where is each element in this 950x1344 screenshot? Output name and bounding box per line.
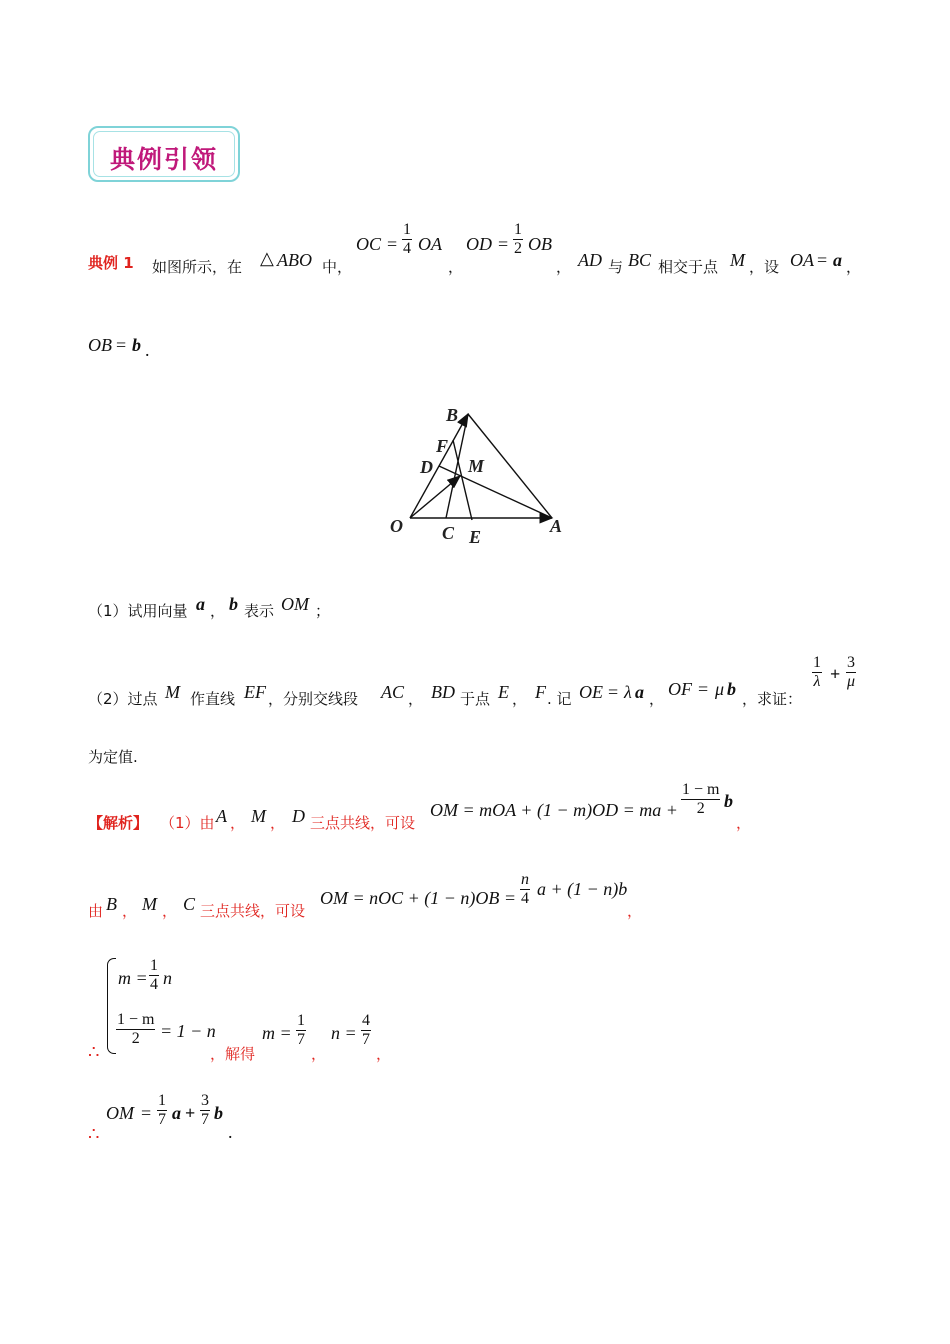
sol-l1-expr: OM = mOA + (1 − m)OD = ma +: [430, 800, 678, 820]
vec-od: OD: [466, 234, 492, 254]
q2-text2: ，分别交线段: [268, 690, 359, 708]
final-frac-3-7: [200, 1093, 210, 1128]
frac-num: 1: [514, 221, 522, 238]
plus-sign: +: [185, 1103, 196, 1123]
text-intersect: 相交于点: [658, 258, 719, 276]
comma: ，: [210, 602, 226, 620]
sol-point-d: D: [292, 806, 305, 826]
seg-ad: AD: [578, 250, 602, 270]
segment-da: [439, 466, 552, 518]
q2-point-e: E: [498, 682, 509, 702]
frac-den: 7: [201, 1111, 209, 1128]
q1-end: ；: [315, 602, 331, 620]
frac-num: 1: [403, 221, 411, 238]
q2-prefix: （2）过点: [88, 690, 158, 708]
solution-tag: 【解析】: [88, 814, 149, 832]
frac-den: λ: [813, 673, 821, 690]
frac-den: 2: [131, 1030, 140, 1047]
q1-vec-b: b: [229, 594, 238, 614]
text-set: ，设: [749, 258, 780, 276]
frac-den: 2: [696, 800, 705, 817]
q1-prefix: （1）试用向量: [88, 602, 188, 620]
sol-frac-n-4: [520, 872, 530, 907]
comma: ，: [736, 814, 752, 832]
comma: ，: [162, 902, 178, 920]
q1-vec-a: a: [196, 594, 205, 614]
sys-frac-1m-2: [116, 1012, 155, 1047]
sys-eq1-n: n: [163, 968, 172, 988]
example-line-1: [88, 252, 134, 273]
segment-bc: [446, 414, 468, 518]
sol-l2-prefix: 由: [88, 902, 104, 920]
q2-line-ef: EF: [244, 682, 266, 702]
vec-a: a: [833, 250, 842, 270]
label-a: A: [550, 516, 563, 536]
frac-num: 3: [201, 1092, 209, 1109]
eq-sign: =: [387, 234, 398, 254]
frac-num: 1 − m: [117, 1011, 155, 1028]
frac-den: μ: [846, 673, 856, 690]
therefore-symbol: ∴: [88, 1042, 100, 1062]
eq-sign: =: [608, 682, 619, 702]
sol-l2-expr: OM = nOC + (1 − n)OB =: [320, 888, 517, 908]
frac-den: 7: [297, 1031, 305, 1048]
frac-num: 1: [297, 1012, 305, 1029]
q2-vec-oe: OE: [579, 682, 603, 702]
q2-text5: ，求证：: [742, 690, 803, 708]
sol-point-m-2: M: [142, 894, 157, 914]
q2-continuation: 为定值.: [88, 748, 138, 766]
comma: ，: [649, 690, 665, 708]
q2-text1: 作直线: [190, 690, 236, 708]
comma: ，: [122, 902, 138, 920]
sys-eq1-lhs: m =: [118, 968, 148, 988]
sol-collinear-2: 三点共线，可设: [200, 902, 306, 920]
eq-sign: =: [116, 335, 127, 355]
frac-den: 4: [403, 240, 411, 257]
example-text-intro: 如图所示，在: [152, 258, 243, 276]
label-o: O: [390, 516, 403, 536]
system-brace: [107, 958, 116, 1054]
frac-num: 1: [158, 1092, 166, 1109]
comma: ，: [448, 258, 464, 276]
triangle-symbol: △: [260, 248, 274, 268]
therefore-symbol-2: ∴: [88, 1124, 100, 1144]
q2-text3: 于点: [460, 690, 491, 708]
label-f: F: [436, 436, 449, 456]
label-b: B: [446, 405, 459, 425]
frac-den: 4: [150, 976, 158, 993]
q2-seg-ac: AC: [381, 682, 405, 702]
frac-1-2: [513, 222, 523, 257]
vec-ob: OB: [528, 234, 552, 254]
sys-frac-1-4: [149, 958, 159, 993]
section-title-badge: [88, 126, 240, 182]
sol-frac-1m-2: [681, 782, 720, 817]
eq-sign: =: [141, 1103, 152, 1123]
label-e: E: [469, 527, 482, 547]
label-d: D: [420, 457, 433, 477]
sol-l1-prefix: （1）由: [160, 814, 215, 832]
sol-frac-4-7: [361, 1013, 371, 1048]
sol-collinear-1: 三点共线，可设: [310, 814, 416, 832]
q2-mu: μ: [715, 679, 725, 699]
sol-vec-b: b: [724, 791, 733, 811]
frac-num: 1: [150, 957, 158, 974]
vec-ob-def: OB: [88, 335, 112, 355]
example-text-zhong: 中，: [322, 258, 353, 276]
section-title: 典例引领: [109, 145, 218, 174]
q2-seg-bd: BD: [431, 682, 455, 702]
frac-num: 1 − m: [682, 781, 720, 798]
comma: ，: [270, 814, 286, 832]
q2-text4: . 记: [547, 690, 572, 708]
eq-sign: =: [698, 679, 709, 699]
comma: ，: [556, 258, 572, 276]
frac-num: 4: [362, 1012, 370, 1029]
frac-num: n: [521, 871, 529, 888]
seg-bc: BC: [628, 250, 652, 270]
comma: ，: [376, 1045, 392, 1063]
q2-point-m: M: [165, 682, 180, 702]
eq-sign: =: [817, 250, 828, 270]
example-label: 典例 1: [88, 254, 134, 272]
final-vec-om: OM: [106, 1103, 134, 1123]
eq-sign: =: [498, 234, 509, 254]
frac-den: 4: [521, 890, 529, 907]
q2-vec-b: b: [727, 679, 736, 699]
comma: ，: [846, 258, 862, 276]
q2-frac-3-mu: [846, 655, 856, 690]
vec-oa: OA: [418, 234, 442, 254]
sol-point-m: M: [251, 806, 266, 826]
label-c: C: [442, 523, 455, 543]
frac-den: 7: [362, 1031, 370, 1048]
triangle-abo: ABO: [277, 250, 312, 270]
sol-point-c: C: [183, 894, 196, 914]
comma: ，: [512, 690, 528, 708]
q1-vec-om: OM: [281, 594, 309, 614]
vector-om: [410, 476, 460, 518]
frac-num: 3: [847, 654, 855, 671]
sol-n-eq: n =: [331, 1023, 357, 1043]
sol-m-eq: m =: [262, 1023, 292, 1043]
point-m: M: [730, 250, 745, 270]
comma: ，: [230, 814, 246, 832]
sol-point-b: B: [106, 894, 117, 914]
q1-mid: 表示: [244, 602, 275, 620]
label-m: M: [468, 456, 485, 476]
comma: ，: [408, 690, 424, 708]
q2-point-f: F: [535, 682, 546, 702]
q2-vec-a: a: [635, 682, 644, 702]
period: .: [228, 1122, 233, 1142]
frac-den: 7: [158, 1111, 166, 1128]
plus-sign: +: [830, 664, 841, 684]
q2-vec-of: OF: [668, 679, 692, 699]
frac-num: 1: [813, 654, 821, 671]
sol-frac-1-7: [296, 1013, 306, 1048]
q2-lambda: λ: [624, 682, 632, 702]
frac-1-4: [402, 222, 412, 257]
comma: ，: [627, 902, 643, 920]
sol-l2-tail: a + (1 − n)b: [537, 879, 628, 899]
sys-eq2-rhs: = 1 − n: [160, 1021, 216, 1041]
vec-oa-def: OA: [790, 250, 814, 270]
comma: ，: [311, 1045, 327, 1063]
final-vec-b: b: [214, 1103, 223, 1123]
final-vec-a: a: [172, 1103, 181, 1123]
vec-oc: OC: [356, 234, 382, 254]
geometry-figure: [380, 400, 580, 550]
sol-solve-text: ，解得: [210, 1045, 256, 1063]
sol-point-a: A: [216, 806, 227, 826]
frac-den: 2: [514, 240, 522, 257]
q2-frac-1-lambda: [812, 655, 822, 690]
period: .: [145, 340, 150, 360]
vec-b: b: [132, 335, 141, 355]
text-yu: 与: [608, 258, 624, 276]
final-frac-1-7: [157, 1093, 167, 1128]
